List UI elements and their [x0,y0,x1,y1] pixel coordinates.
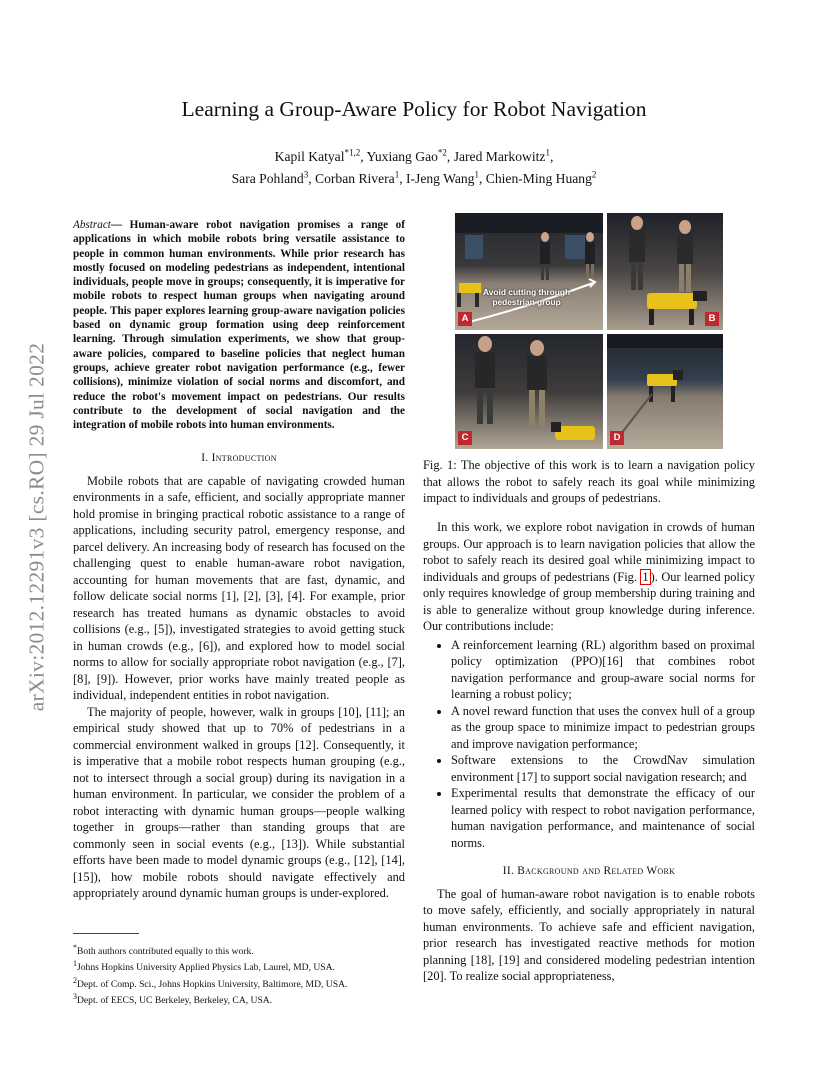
footnote: $^3$Dept. of EECS, UC Berkeley, Berkeley, CA, USA. [73,992,273,1007]
panel-label-a: A [458,312,472,326]
footnote-divider [73,933,139,934]
author: I-Jeng Wang$^1$, [405,169,486,187]
photo-hallway-pedestrians [455,213,603,330]
list-item: • A reinforcement learning (RL) algorithm based on proximal policy optimization (PPO)[16] that combines robot navigation performance and group-aware social norms for learning a robust policy; [451,637,755,703]
figure-overlay-text: Avoid cutting through pedestrian group [483,287,571,307]
photo-robot-hallway [607,334,723,449]
list-item: • Experimental results that demonstrate the efficacy of our learned policy with respect to robot navigation performance, human navigation performance, and maintenance of social norms. [451,785,755,851]
figure-panel-c [455,334,603,449]
list-item: • A novel reward function that uses the convex hull of a group as the group space to minimize impact to pedestrian groups and improve navigation performance; [451,703,755,753]
panel-label-d: D [610,431,624,445]
author: Corban Rivera$^1$, [315,169,406,187]
figure-panel-a [455,213,603,330]
figure-reference-link[interactable]: 1 [642,569,649,584]
photo-pedestrians-walking [455,334,603,449]
section-title-background: II. Background and Related Work [502,865,676,877]
list-item: • Software extensions to the CrowdNav simulation environment [17] to support social navigation research; and [451,752,755,785]
author: Chien-Ming Huang$^2$ [485,169,597,187]
footnote: $^2$Dept. of Comp. Sci., Johns Hopkins University, Baltimore, MD, USA. [73,975,348,990]
intro-paragraph-1: Mobile robots that are capable of navigating crowded human environments in a safe, efficient, and socially appropriate manner hold promise in bringing practical robotic assistance to a range of applications, including security patrol, emergency response, and parcel delivery. An increasing body of research has focused on the challenging quest to enable human-aware robot navigation, accounting for human movements that are fast, dynamic, and follow delicate social norms [1], [2], [3], [4]. For example, prior research has treated humans as dynamic obstacles to avoid collisions (e.g., [5]), investigated strategies to avoid getting stuck in human crowds (e.g., [6]), and explored how to model social norms to allow for socially appropriate robot navigation (e.g., [7], [8], [9]). However, prior works have mainly treated people as individual, independent entities in robot navigation. [73,473,405,702]
footnotes [73,942,413,1008]
right-paragraph-1: In this work, we explore robot navigation in crowds of human groups. Our approach is to learn navigation policies that allow the robot to safely reach its desired goal while minimizing impact to individuals and groups of pedestrians (Fig. 1 ). Our learned policy only requires knowledge of group membership during training and is able to generalize without group knowledge during inference. Our contributions include: [423,520,756,633]
figure-panel-d [607,334,723,449]
author-line-1 [0,143,828,166]
arxiv-identifier: arXiv:2012.12291v3 [cs.RO] 29 Jul 2022 [24,342,49,712]
section-title-introduction: I. Introduction [201,452,277,464]
author: Yuxiang Gao$^{*2}$, [366,147,454,164]
author: Kapil Katyal$^{*1,2}$, [274,147,367,164]
author-list [0,143,828,188]
background-paragraph-1: The goal of human-aware robot navigation is to enable robots to move safely, efficiently, and socially appropriately in natural human environments. To achieve safe and efficient navigation, prior research has investigated reactive methods for motion planning [18], [19] and considered modeling pedestrian intention [20]. To realize social appropriateness, [423,886,755,983]
paper-title: Learning a Group-Aware Policy for Robot Navigation [181,97,647,121]
figure-panel-b [607,213,723,330]
author-line-2 [0,166,828,189]
abstract-label: Abstract [73,219,111,231]
abstract-text: — Human-aware robot navigation promises a range of applications in which mobile robots bring versatile assistance to people in common human environments. While prior research has mostly focused on modeling pedestrians as independent, intentional individuals, people move in groups; consequently, it is imperative for mobile robots to respect human groups when navigating around people. This paper explores learning group-aware navigation policies based on dynamic group formation using deep reinforcement learning. Through simulation experiments, we show that group-aware policies, compared to baseline policies that neglect human groups, achieve greater robot navigation performance (e.g., fewer collisions), minimize violation of social norms and discomfort, and reduce the robot's movement impact on pedestrians. Our results contribute to the development of social navigation and the integration of mobile robots into human environments. [73,219,405,432]
right-column [423,519,755,985]
figure-1 [455,213,723,449]
contribution-list [423,637,755,852]
panel-label-c: C [458,431,472,445]
author: Jared Markowitz$^1$, [453,147,554,164]
abstract [73,218,405,432]
footnote: $^1$Johns Hopkins University Applied Physics Lab, Laurel, MD, USA. [73,959,335,974]
author: Sara Pohland$^3$, [231,169,316,187]
footnote: *Both authors contributed equally to this work. [73,943,254,958]
panel-label-b: B [705,312,719,326]
figure-caption: Fig. 1: The objective of this work is to learn a navigation policy that allows the robot to safely reach its goal while minimizing impact to individuals and groups of pedestrians. [423,458,755,505]
intro-paragraph-2: The majority of people, however, walk in groups [10], [11]; an empirical study showed that up to 70% of pedestrians in a commercial environment walked in groups [12]. Consequently, it is imperative that a mobile robot respects human grouping (e.g., not to intersect through a social group) during its navigation in a human environment. In particular, we consider the problem of a robot interacting with dynamic human groups—people walking together in groups—rather than standing groups that are commonly seen in social events (e.g., [13]). While substantial efforts have been made to model dynamic groups (e.g., [12], [14], [15]), how mobile robots should navigate effectively and appropriately around dynamic human groups is under-explored. [73,704,405,900]
left-column [73,450,405,902]
